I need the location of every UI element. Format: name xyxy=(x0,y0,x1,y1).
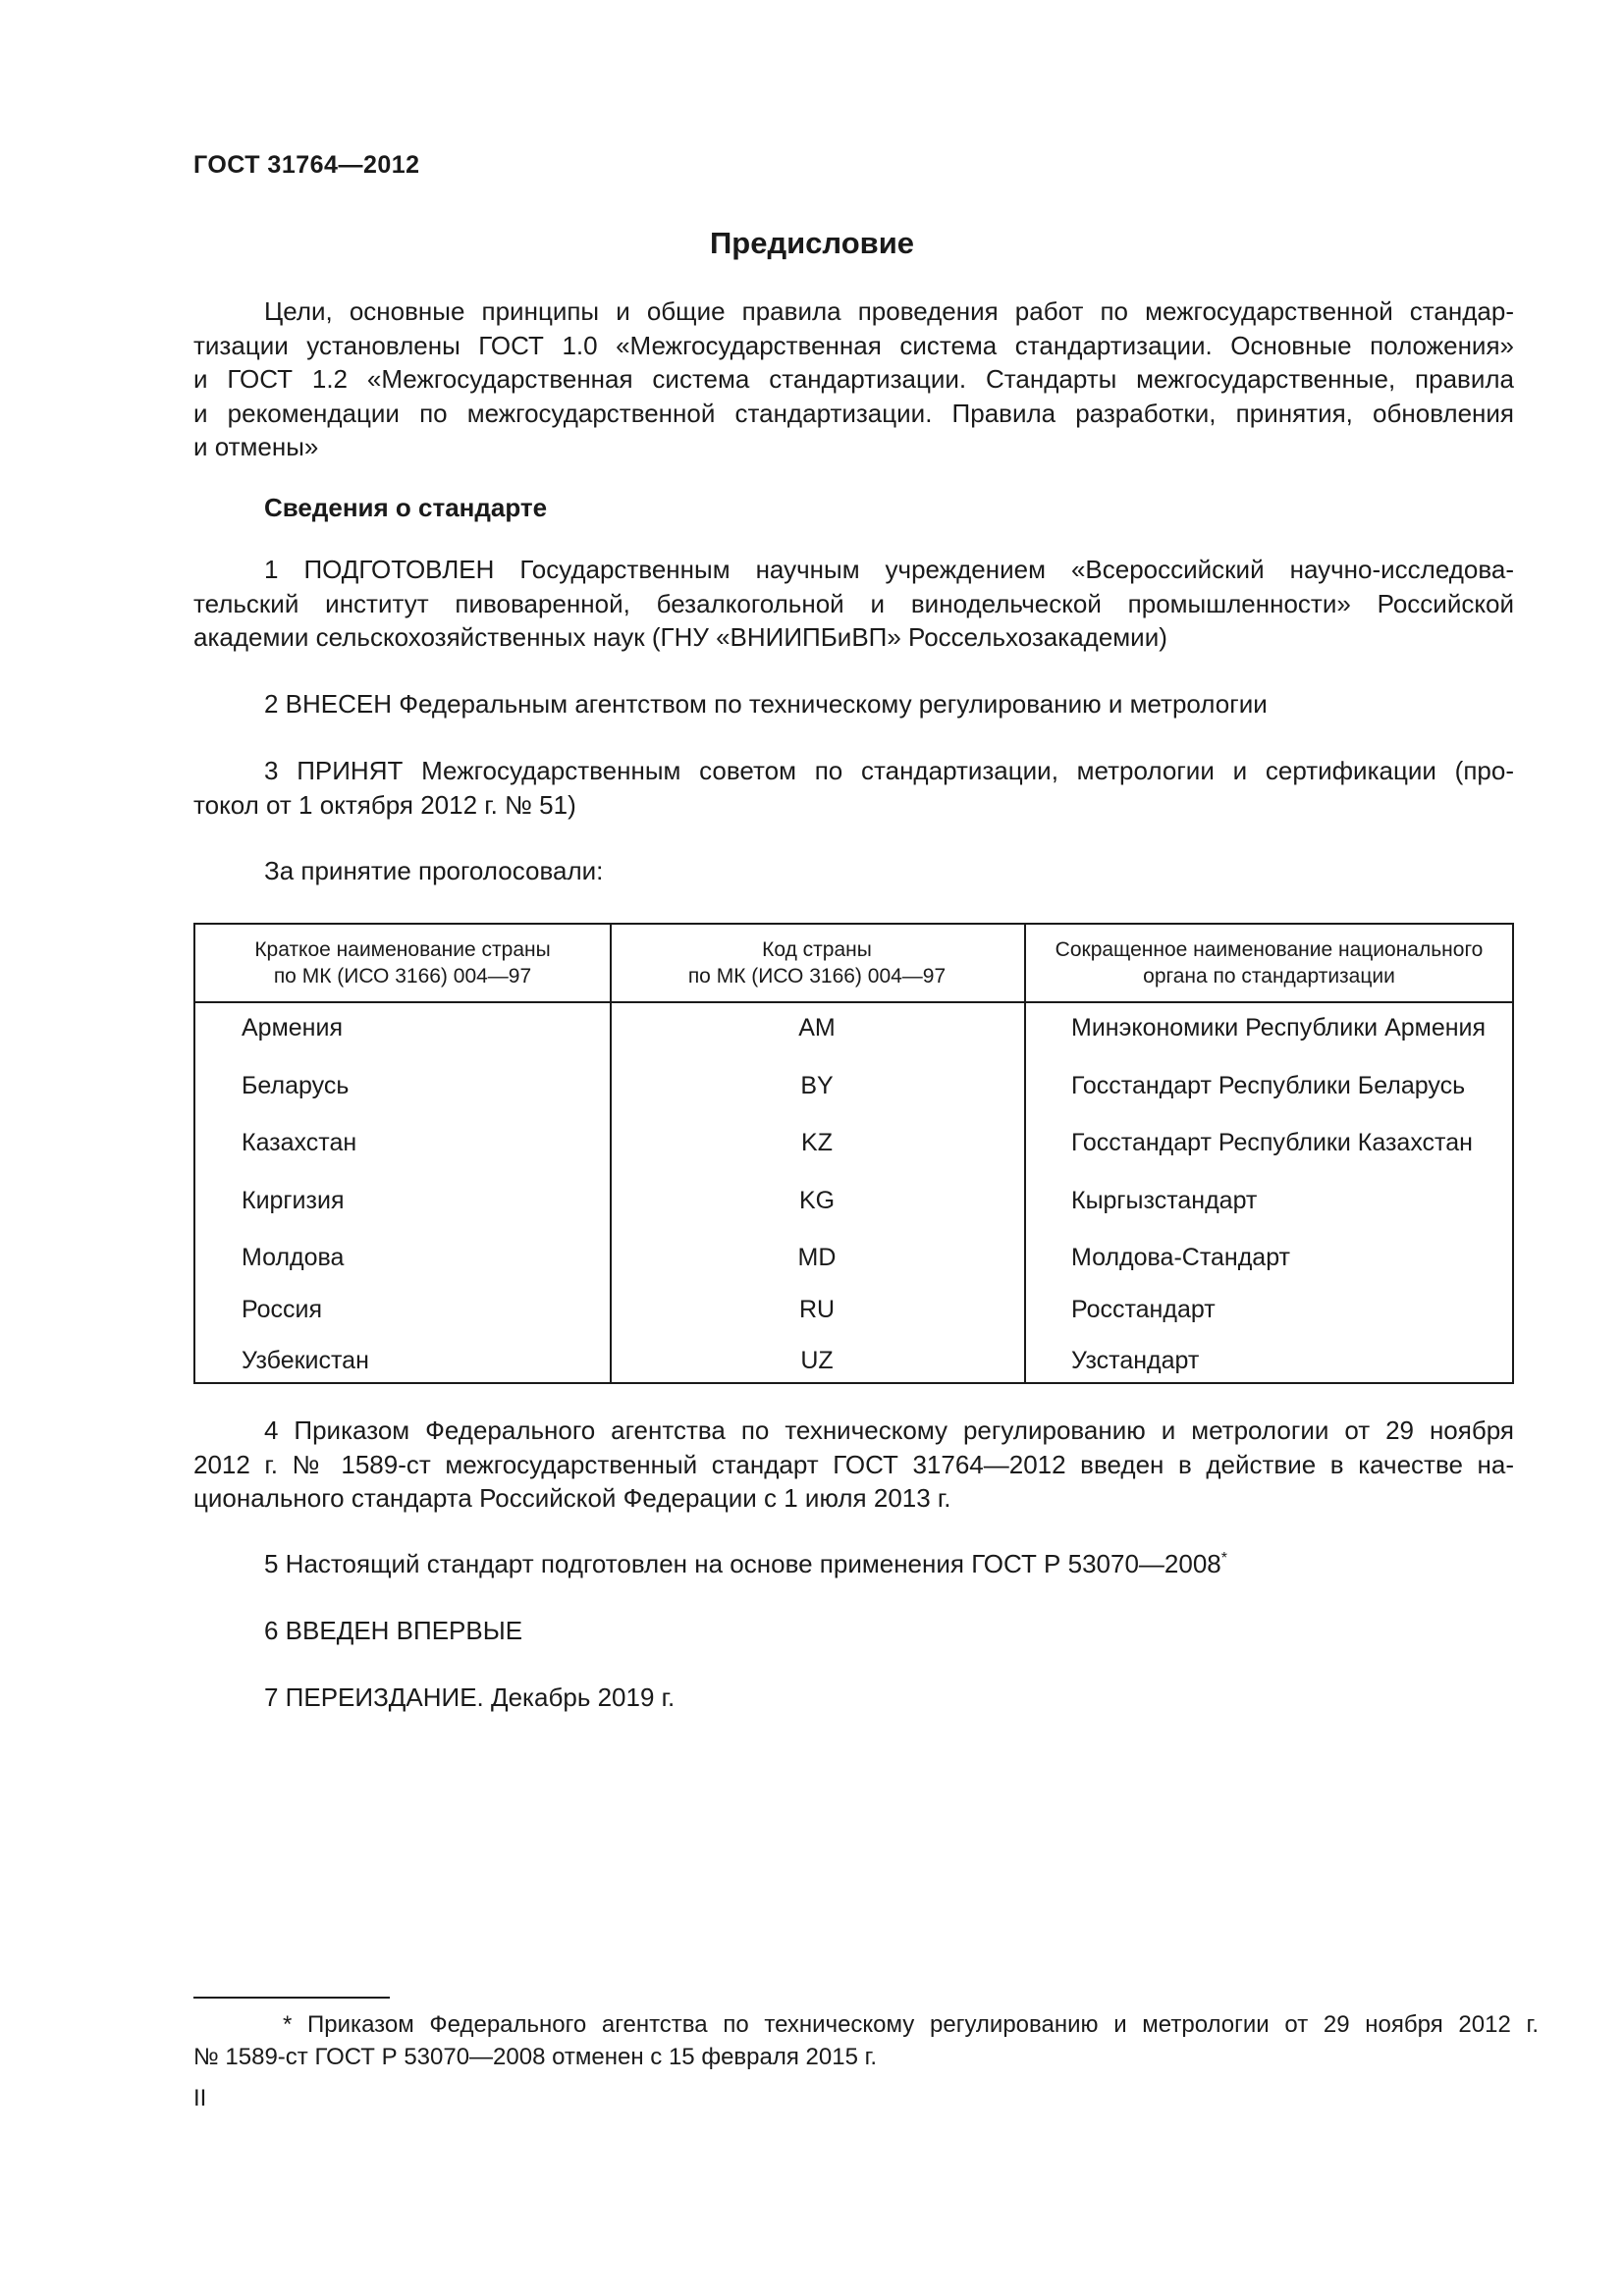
countries-table xyxy=(193,923,1514,1384)
table-cell-code: BY xyxy=(800,1072,834,1099)
item-4 xyxy=(193,1414,1514,1516)
table-cell-code: RU xyxy=(798,1296,836,1323)
footnote xyxy=(193,2008,1539,2073)
vote-intro: За принятие проголосовали: xyxy=(264,856,604,885)
footnote-divider xyxy=(193,1997,390,1999)
header-country-name: Краткое наименование страны по МК (ИСО 3166) 004—97 xyxy=(254,938,551,988)
table-cell-code: UZ xyxy=(800,1347,834,1374)
intro-line: Цели, основные принципы и общие правила проведения работ по межгосударственной стандар- xyxy=(264,296,1514,326)
item-1-line: 1 ПОДГОТОВЛЕН Государственным научным учреждением «Всероссийский научно-исследова- xyxy=(264,555,1514,584)
item-1-line: академии сельскохозяйственных наук (ГНУ «ВНИИПБиВП» Россельхозакадемии) xyxy=(193,622,1167,652)
table-cell-country: Россия xyxy=(242,1296,322,1323)
table-cell-body: Росстандарт xyxy=(1071,1296,1216,1323)
table-cell-body: Госстандарт Республики Беларусь xyxy=(1071,1072,1466,1099)
footnote-line: * Приказом Федерального агентства по техническому регулированию и метрологии от 29 ноября 2012 г. xyxy=(283,2011,1539,2038)
table-cell-body: Кыргызстандарт xyxy=(1071,1187,1258,1214)
item-3-line: токол от 1 октября 2012 г. № 51) xyxy=(193,789,576,820)
item-4-line: 4 Приказом Федерального агентства по техническому регулированию и метрологии от 29 ноября xyxy=(264,1415,1514,1445)
item-5-text: 5 Настоящий стандарт подготовлен на основе применения ГОСТ Р 53070—2008 xyxy=(264,1549,1221,1578)
table-cell-body: Молдова-Стандарт xyxy=(1071,1244,1290,1271)
section-heading: Сведения о стандарте xyxy=(264,493,548,522)
page-title: Предисловие xyxy=(709,226,914,260)
item-6: 6 ВВЕДЕН ВПЕРВЫЕ xyxy=(264,1616,523,1645)
item-2: 2 ВНЕСЕН Федеральным агентством по техническому регулированию и метрологии xyxy=(264,689,1268,719)
table-cell-country: Молдова xyxy=(242,1244,345,1271)
header-divider xyxy=(195,1001,1512,1003)
table-cell-body: Минэкономики Республики Армения xyxy=(1071,1014,1487,1041)
intro-paragraph xyxy=(193,294,1514,464)
column-divider xyxy=(1024,925,1026,1382)
table-cell-country: Узбекистан xyxy=(242,1347,369,1374)
table-cell-code: KG xyxy=(798,1187,836,1214)
table-cell-body: Госстандарт Республики Казахстан xyxy=(1071,1129,1473,1156)
table-cell-code: KZ xyxy=(801,1129,833,1156)
intro-line: и ГОСТ 1.2 «Межгосударственная система стандартизации. Стандарты межгосударственные, правила xyxy=(193,364,1514,394)
item-1 xyxy=(193,553,1514,655)
header-national-body: Сокращенное наименование национального органа по стандартизации xyxy=(1055,938,1484,988)
item-4-line: ционального стандарта Российской Федерации с 1 июля 2013 г. xyxy=(193,1483,951,1513)
footnote-line: № 1589-ст ГОСТ Р 53070—2008 отменен с 15 февраля 2015 г. xyxy=(193,2044,878,2070)
document-code: ГОСТ 31764—2012 xyxy=(193,151,420,179)
intro-line: и рекомендации по межгосударственной стандартизации. Правила разработки, принятия, обновления xyxy=(193,398,1514,428)
table-cell-country: Беларусь xyxy=(242,1072,350,1099)
item-1-line: тельский институт пивоваренной, безалкогольной и винодельческой промышленности» Российской xyxy=(193,588,1514,618)
page-number: II xyxy=(193,2085,207,2111)
item-4-line: 2012 г. № 1589-ст межгосударственный стандарт ГОСТ 31764—2012 введен в действие в качестве на- xyxy=(193,1449,1514,1479)
table-cell-code: AM xyxy=(798,1014,836,1041)
table-cell-country: Киргизия xyxy=(242,1187,345,1214)
header-country-code: Код страны по МК (ИСО 3166) 004—97 xyxy=(687,938,947,988)
item-5 xyxy=(264,1547,1227,1581)
table-cell-country: Казахстан xyxy=(242,1129,357,1156)
table-cell-country: Армения xyxy=(242,1014,343,1041)
item-3 xyxy=(193,754,1514,822)
table-cell-code: MD xyxy=(797,1244,837,1271)
intro-line: тизации установлены ГОСТ 1.0 «Межгосударственная система стандартизации. Основные положения» xyxy=(193,330,1514,360)
item-7: 7 ПЕРЕИЗДАНИЕ. Декабрь 2019 г. xyxy=(264,1682,676,1712)
footnote-marker: * xyxy=(1220,1550,1227,1567)
item-3-line: 3 ПРИНЯТ Межгосударственным советом по стандартизации, метрологии и сертификации (про- xyxy=(264,756,1514,785)
table-cell-body: Узстандарт xyxy=(1071,1347,1200,1374)
intro-line: и отмены» xyxy=(193,432,319,461)
